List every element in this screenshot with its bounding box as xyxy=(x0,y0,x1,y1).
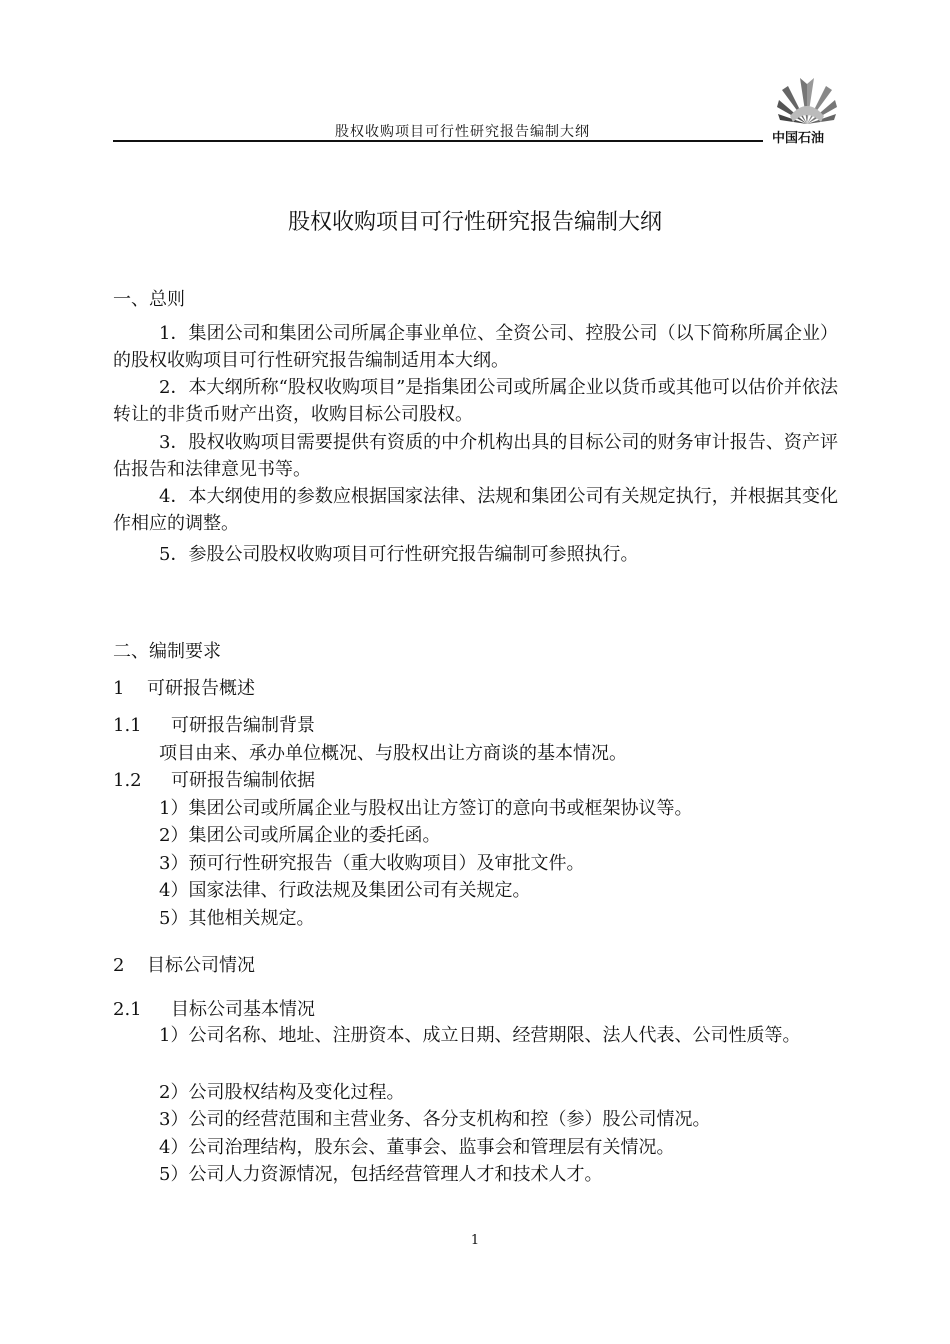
paragraph-1: 1．集团公司和集团公司所属企事业单位、全资公司、控股公司（以下简称所属企业）的股权收购项目可行性研究报告编制适用本大纲。 xyxy=(113,323,838,371)
subsection-2-1 xyxy=(113,995,315,1021)
chapter-title: 目标公司情况 xyxy=(147,955,255,976)
subsection-title: 目标公司基本情况 xyxy=(171,999,315,1020)
page-number: 1 xyxy=(470,1233,480,1248)
paragraph-4: 4．本大纲使用的参数应根据国家法律、法规和集团公司有关规定执行，并根据其变化作相应的调整。 xyxy=(113,486,838,534)
chapter-heading-overview xyxy=(113,674,255,700)
header-rule xyxy=(113,140,763,142)
document-title: 股权收购项目可行性研究报告编制大纲 xyxy=(287,210,662,235)
running-header-title: 股权收购项目可行性研究报告编制大纲 xyxy=(335,124,590,140)
chapter-number: 1 xyxy=(113,678,125,699)
subsection-number: 2.1 xyxy=(113,999,142,1020)
subsection-number: 1.1 xyxy=(113,715,142,736)
list-item: 1）公司名称、地址、注册资本、成立日期、经营期限、法人代表、公司性质等。 xyxy=(159,1025,801,1046)
subsection-title: 可研报告编制依据 xyxy=(171,770,315,791)
subsection-1-1 xyxy=(113,711,315,737)
list-item: 4）国家法律、行政法规及集团公司有关规定。 xyxy=(159,880,531,901)
list-item: 3）预可行性研究报告（重大收购项目）及审批文件。 xyxy=(159,853,585,874)
paragraph-2: 2．本大纲所称“股权收购项目”是指集团公司或所属企业以货币或其他可以估价并依法转让的非货币财产出资，收购目标公司股权。 xyxy=(113,377,838,425)
subsection-1-2 xyxy=(113,766,315,792)
list-item: 3）公司的经营范围和主营业务、各分支机构和控（参）股公司情况。 xyxy=(159,1109,711,1130)
paragraph-3: 3．股权收购项目需要提供有资质的中介机构出具的目标公司的财务审计报告、资产评估报告和法律意见书等。 xyxy=(113,432,838,480)
subsection-title: 可研报告编制背景 xyxy=(171,715,315,736)
list-item: 5）其他相关规定。 xyxy=(159,908,315,929)
list-item: 2）公司股权结构及变化过程。 xyxy=(159,1082,405,1103)
list-item: 1）集团公司或所属企业与股权出让方签订的意向书或框架协议等。 xyxy=(159,798,693,819)
list-item: 项目由来、承办单位概况、与股权出让方商谈的基本情况。 xyxy=(159,743,627,764)
logo-text: 中国石油 xyxy=(772,131,825,146)
chapter-title: 可研报告概述 xyxy=(147,678,255,699)
subsection-number: 1.2 xyxy=(113,770,142,791)
list-item: 4）公司治理结构，股东会、董事会、监事会和管理层有关情况。 xyxy=(159,1137,675,1158)
section-heading-requirements: 二、编制要求 xyxy=(113,641,221,662)
list-item: 2）集团公司或所属企业的委托函。 xyxy=(159,825,441,846)
paragraph-5: 5．参股公司股权收购项目可行性研究报告编制可参照执行。 xyxy=(159,544,639,565)
chapter-heading-target-company xyxy=(113,951,255,977)
list-item: 5）公司人力资源情况，包括经营管理人才和技术人才。 xyxy=(159,1164,603,1185)
section-heading-general: 一、总则 xyxy=(113,289,185,310)
chapter-number: 2 xyxy=(113,955,125,976)
